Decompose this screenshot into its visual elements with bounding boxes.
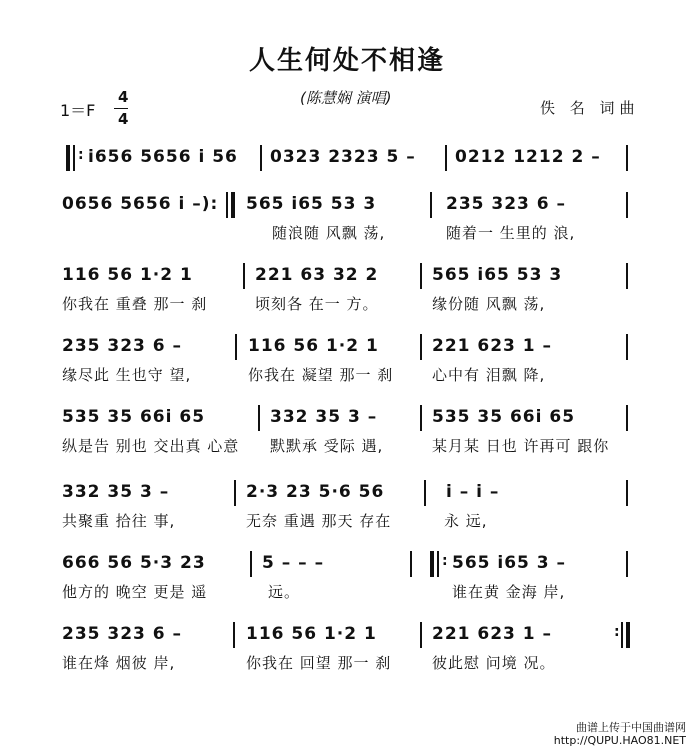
watermark: [554, 721, 686, 747]
lyric-line: 远。: [268, 583, 301, 601]
lyrics-row-2: [0, 222, 694, 244]
credit: 佚 名 词曲: [540, 99, 640, 117]
measure-notes: 565 i65 53 3: [246, 194, 377, 214]
watermark-line-1: 曲谱上传于中国曲谱网: [576, 721, 686, 734]
barline: [430, 192, 432, 218]
barline: [420, 334, 422, 360]
barline-start-repeat: [430, 551, 434, 577]
measure-notes: 235 323 6 –: [62, 624, 183, 644]
lyrics-row-4: [0, 364, 694, 386]
music-row-8: [0, 622, 694, 652]
barline: [243, 263, 245, 289]
measure-notes: 0656 5656 i –):: [62, 194, 219, 214]
measure-notes: 235 323 6 –: [62, 336, 183, 356]
barline: [258, 405, 260, 431]
lyric-line: 某月某 日也 许再可 跟你: [432, 437, 610, 455]
measure-notes: 332 35 3 –: [270, 407, 378, 427]
lyric-line: 默默承 受际 遇,: [270, 437, 384, 455]
lyric-line: 缘尽此 生也守 望,: [62, 366, 192, 384]
barline-end-repeat: [626, 622, 630, 648]
lyric-line: 顷刻各 在一 方。: [255, 295, 379, 313]
lyrics-row-5: [0, 435, 694, 457]
barline: [73, 145, 75, 171]
lyric-line: 随着一 生里的 浪,: [446, 224, 576, 242]
lyric-line: 你我在 回望 那一 刹: [246, 654, 392, 672]
barline: [420, 622, 422, 648]
lyric-line: 你我在 重叠 那一 刹: [62, 295, 208, 313]
repeat-dots: :: [614, 624, 620, 640]
barline: [626, 192, 628, 218]
barline: [250, 551, 252, 577]
lyric-line: 谁在黄 金海 岸,: [452, 583, 566, 601]
barline: [437, 551, 439, 577]
barline-double: [231, 192, 235, 218]
watermark-line-2: http://QUPU.HAO81.NET: [553, 734, 686, 747]
measure-notes: 5 – – –: [262, 553, 325, 573]
barline: [626, 551, 628, 577]
barline: [626, 405, 628, 431]
lyric-line: 缘份随 风飘 荡,: [432, 295, 546, 313]
music-row-4: [0, 334, 694, 364]
measure-notes: 0212 1212 2 –: [455, 147, 601, 167]
lyric-line: 永 远,: [444, 512, 488, 530]
barline: [626, 480, 628, 506]
subtitle: (陈慧娴 演唱): [300, 89, 392, 107]
barline: [235, 334, 237, 360]
lyric-line: 无奈 重遇 那天 存在: [246, 512, 392, 530]
lyric-line: 纵是告 别也 交出真 心意: [62, 437, 240, 455]
measure-notes: 116 56 1·2 1: [246, 624, 377, 644]
barline: [226, 192, 228, 218]
measure-notes: 332 35 3 –: [62, 482, 170, 502]
lyric-line: 心中有 泪飘 降,: [432, 366, 546, 384]
key-signature: 1＝F: [60, 101, 96, 120]
measure-notes: 235 323 6 –: [446, 194, 567, 214]
time-signature-bottom: 4: [118, 110, 129, 128]
lyrics-row-8: [0, 652, 694, 674]
barline: [420, 405, 422, 431]
barline: [626, 334, 628, 360]
barline: [445, 145, 447, 171]
lyric-line: 你我在 凝望 那一 刹: [248, 366, 394, 384]
music-row-2: [0, 192, 694, 222]
music-row-1: [0, 145, 694, 175]
barline: [260, 145, 262, 171]
measure-notes: 116 56 1·2 1: [248, 336, 379, 356]
barline: [424, 480, 426, 506]
barline: [234, 480, 236, 506]
time-signature-line: [114, 108, 128, 109]
measure-notes: 666 56 5·3 23: [62, 553, 206, 573]
measure-notes: i – i –: [446, 482, 500, 502]
measure-notes: 565 i65 53 3: [432, 265, 563, 285]
lyric-line: 谁在烽 烟彼 岸,: [62, 654, 176, 672]
lyrics-row-3: [0, 293, 694, 315]
music-row-6: [0, 480, 694, 510]
barline: [621, 622, 623, 648]
lyric-line: 共聚重 拾往 事,: [62, 512, 176, 530]
title: 人生何处不相逢: [248, 46, 445, 76]
repeat-dots: :: [78, 147, 84, 163]
lyrics-row-6: [0, 510, 694, 532]
measure-notes: 221 623 1 –: [432, 336, 553, 356]
lyric-line: 彼此慰 问境 况。: [432, 654, 556, 672]
measure-notes: 0323 2323 5 –: [270, 147, 416, 167]
barline: [420, 263, 422, 289]
lyrics-row-7: [0, 581, 694, 603]
measure-notes: 535 35 66i 65: [62, 407, 206, 427]
barline-start-repeat: [66, 145, 70, 171]
measure-notes: 116 56 1·2 1: [62, 265, 193, 285]
music-row-3: [0, 263, 694, 293]
time-signature-top: 4: [118, 88, 129, 106]
measure-notes: 221 623 1 –: [432, 624, 553, 644]
measure-notes: i656 5656 i 56: [88, 147, 238, 167]
lyric-line: 他方的 晚空 更是 遥: [62, 583, 208, 601]
repeat-dots: :: [442, 553, 448, 569]
measure-notes: 2·3 23 5·6 56: [246, 482, 385, 502]
barline: [233, 622, 235, 648]
measure-notes: 565 i65 3 –: [452, 553, 567, 573]
barline: [626, 145, 628, 171]
barline: [410, 551, 412, 577]
barline: [626, 263, 628, 289]
measure-notes: 221 63 32 2: [255, 265, 379, 285]
music-row-5: [0, 405, 694, 435]
music-row-7: [0, 551, 694, 581]
lyric-line: 随浪随 风飘 荡,: [272, 224, 386, 242]
measure-notes: 535 35 66i 65: [432, 407, 576, 427]
